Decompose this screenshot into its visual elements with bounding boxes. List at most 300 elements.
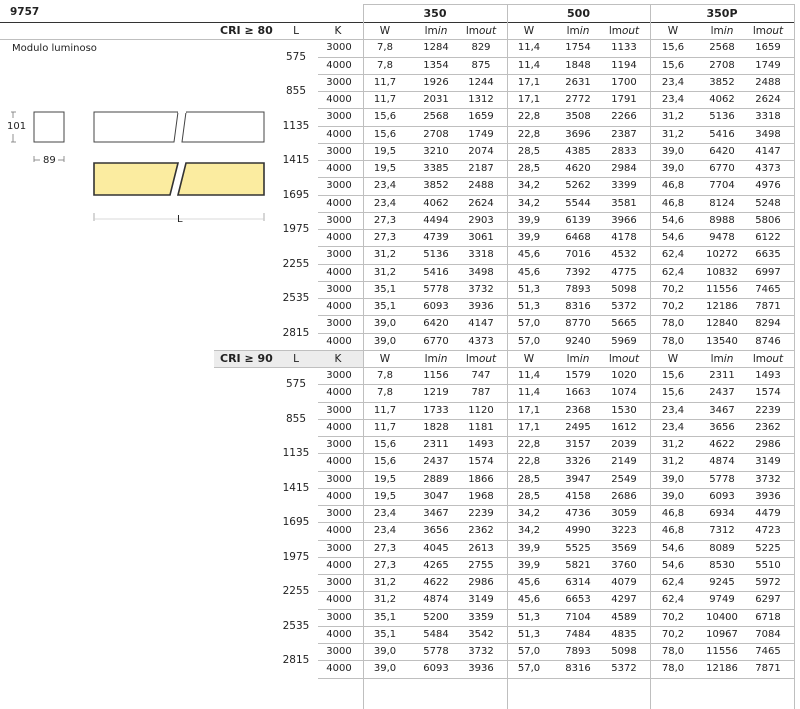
row-k: 4000 [326, 663, 352, 675]
height-label: 101 [7, 121, 27, 132]
cell-value: 3149 [468, 594, 494, 606]
cell-value: 27,3 [373, 559, 397, 571]
cell-value: 17,1 [517, 421, 541, 433]
cell-value: 1354 [423, 59, 449, 71]
cell-value: 1926 [423, 76, 449, 88]
row-k: 4000 [326, 525, 352, 537]
row-group-rule [318, 315, 794, 316]
cell-value: 22,8 [517, 111, 541, 123]
row-k: 3000 [326, 404, 352, 416]
cell-value: 23,4 [661, 94, 685, 105]
cell-value: 2708 [709, 59, 735, 71]
row-k: 4000 [326, 559, 352, 571]
row-group-rule [318, 39, 794, 40]
cell-value: 4385 [565, 145, 591, 157]
cell-value: 7016 [565, 249, 591, 261]
cell-value: 2039 [611, 439, 637, 450]
cell-value: 3467 [423, 508, 449, 519]
cell-value: 7893 [565, 646, 591, 657]
cell-value: 54,6 [661, 214, 685, 226]
col-header-lm-out [600, 353, 648, 365]
cell-value: 6997 [755, 266, 781, 278]
row-rule [318, 298, 794, 299]
cell-value: 5098 [611, 646, 637, 657]
cell-value: 1968 [468, 490, 494, 502]
cell-value: 39,9 [517, 232, 541, 243]
cell-value: 27,3 [373, 232, 397, 243]
row-group-rule [318, 367, 794, 368]
row-group-rule [318, 609, 794, 610]
cell-value: 15,6 [661, 59, 685, 71]
row-length: 2815 [282, 654, 310, 667]
cell-value: 3326 [565, 456, 591, 468]
row-k: 3000 [326, 180, 352, 192]
row-rule [318, 488, 794, 489]
group-label-350p: 350P [706, 7, 738, 20]
row-k: 3000 [326, 370, 352, 381]
cell-value: 1312 [468, 94, 494, 105]
row-group-rule [318, 643, 794, 644]
row-k: 3000 [326, 214, 352, 226]
cell-value: 6093 [709, 490, 735, 502]
col-header-w: W [523, 25, 535, 37]
row-length: 1135 [282, 447, 310, 460]
cell-value: 11,7 [373, 421, 397, 433]
row-k: 3000 [326, 42, 352, 54]
cell-value: 1284 [423, 42, 449, 54]
cell-value: 1733 [423, 404, 449, 416]
cell-value: 7392 [565, 266, 591, 278]
cell-value: 9240 [565, 335, 591, 347]
width-label: 89 [43, 155, 56, 166]
cell-value: 10400 [706, 611, 738, 623]
cell-value: 747 [471, 370, 491, 381]
row-length: 855 [285, 85, 307, 97]
row-group-rule [318, 540, 794, 541]
col-header-lm-in [700, 353, 744, 365]
cell-value: 5098 [611, 283, 637, 295]
cell-value: 4990 [565, 525, 591, 537]
col-header-lm-in [414, 25, 458, 37]
cell-value: 62,4 [661, 266, 685, 278]
row-k: 3000 [326, 577, 352, 588]
cell-value: 7084 [755, 628, 781, 640]
cell-value: 35,1 [373, 628, 397, 640]
cell-value: 78,0 [661, 646, 685, 657]
cell-value: 3936 [468, 301, 494, 312]
cell-value: 3385 [423, 163, 449, 174]
cell-value: 5778 [709, 473, 735, 485]
cell-value: 2074 [468, 145, 494, 157]
row-rule [318, 557, 794, 558]
cell-value: 1244 [468, 76, 494, 88]
cell-value: 9749 [709, 594, 735, 606]
cell-value: 2311 [709, 370, 735, 381]
cell-value: 4739 [423, 232, 449, 243]
cell-value: 1612 [611, 421, 637, 433]
cell-value: 2437 [709, 387, 735, 399]
cell-value: 11,7 [373, 76, 397, 88]
cell-value: 6934 [709, 508, 735, 519]
row-group-rule [318, 471, 794, 472]
row-k: 4000 [326, 490, 352, 502]
cell-value: 23,4 [661, 404, 685, 416]
row-k: 3000 [326, 76, 352, 88]
cell-value: 31,2 [373, 266, 397, 278]
cell-value: 5510 [755, 559, 781, 571]
cell-value: 2495 [565, 421, 591, 433]
cell-value: 45,6 [517, 249, 541, 261]
cell-value: 4373 [755, 163, 781, 174]
col-header-lm-out [600, 25, 648, 37]
cell-value: 54,6 [661, 559, 685, 571]
cell-value: 23,4 [373, 197, 397, 209]
cell-value: 12186 [706, 663, 738, 675]
cell-value: 5778 [423, 646, 449, 657]
cell-value: 51,3 [517, 628, 541, 640]
cell-value: 8530 [709, 559, 735, 571]
cell-value: 5200 [423, 611, 449, 623]
cell-value: 7465 [755, 646, 781, 657]
cell-value: 3581 [611, 197, 637, 209]
cell-value: 4147 [468, 318, 494, 330]
cell-value: 2708 [423, 128, 449, 140]
cell-value: 1020 [611, 370, 637, 381]
cell-value: 6139 [565, 214, 591, 226]
lm-prefix: lm [424, 25, 438, 37]
cell-value: 1754 [565, 42, 591, 54]
cell-value: 3508 [565, 111, 591, 123]
row-length: 2255 [282, 585, 310, 598]
cell-value: 78,0 [661, 318, 685, 330]
cell-value: 22,8 [517, 456, 541, 468]
cell-value: 19,5 [373, 145, 397, 157]
cell-value: 1493 [468, 439, 494, 450]
cell-value: 787 [471, 387, 491, 399]
cell-value: 2488 [468, 180, 494, 192]
cell-value: 5225 [755, 542, 781, 554]
cell-value: 15,6 [373, 439, 397, 450]
row-k: 3000 [326, 646, 352, 657]
section-top-rule [214, 350, 794, 351]
cell-value: 28,5 [517, 473, 541, 485]
row-length: 575 [285, 50, 307, 63]
cell-value: 4622 [423, 577, 449, 588]
row-length: 1975 [282, 223, 310, 235]
length-label: L [177, 214, 183, 225]
cell-value: 3947 [565, 473, 591, 485]
cell-value: 51,3 [517, 611, 541, 623]
row-k: 3000 [326, 611, 352, 623]
cell-value: 2362 [755, 421, 781, 433]
cell-value: 3498 [755, 128, 781, 140]
cell-value: 2686 [611, 490, 637, 502]
cell-value: 3569 [611, 542, 637, 554]
cell-value: 3157 [565, 439, 591, 450]
group-label-500: 500 [567, 7, 590, 20]
row-k: 4000 [326, 94, 352, 105]
top-rule [0, 22, 794, 23]
row-rule [318, 419, 794, 420]
cell-value: 45,6 [517, 266, 541, 278]
row-k: 3000 [326, 318, 352, 330]
cell-value: 78,0 [661, 335, 685, 347]
row-group-rule [318, 281, 794, 282]
cell-value: 1074 [611, 387, 637, 399]
cell-value: 35,1 [373, 611, 397, 623]
cell-value: 13540 [706, 335, 738, 347]
row-group-rule [318, 246, 794, 247]
col-header-l: L [293, 352, 299, 365]
row-rule [318, 384, 794, 385]
cell-value: 3399 [611, 180, 637, 192]
lm-suffix-out: out [621, 25, 640, 37]
cell-value: 829 [471, 42, 491, 54]
cell-value: 3318 [468, 249, 494, 261]
cell-value: 10272 [706, 249, 738, 261]
cell-value: 9245 [709, 577, 735, 588]
cell-value: 15,6 [373, 456, 397, 468]
group-divider [794, 4, 795, 709]
cell-value: 1493 [755, 370, 781, 381]
row-k: 4000 [326, 197, 352, 209]
cell-value: 1574 [755, 387, 781, 399]
cell-value: 4373 [468, 335, 494, 347]
cell-value: 19,5 [373, 490, 397, 502]
cell-value: 2984 [611, 163, 637, 174]
cell-value: 1219 [423, 387, 449, 399]
cell-value: 23,4 [661, 76, 685, 88]
cell-value: 3732 [468, 646, 494, 657]
cell-value: 22,8 [517, 128, 541, 140]
cell-value: 5525 [565, 542, 591, 554]
cell-value: 4723 [755, 525, 781, 537]
cell-value: 27,3 [373, 542, 397, 554]
cell-value: 78,0 [661, 663, 685, 675]
cell-value: 2549 [611, 473, 637, 485]
cell-value: 39,0 [373, 335, 397, 347]
cell-value: 3852 [709, 76, 735, 88]
lm-prefix: lm [752, 352, 766, 365]
cell-value: 23,4 [373, 180, 397, 192]
cell-value: 28,5 [517, 145, 541, 157]
cell-value: 4775 [611, 266, 637, 278]
cell-value: 3656 [423, 525, 449, 537]
cell-value: 3047 [423, 490, 449, 502]
cell-value: 39,0 [661, 473, 685, 485]
cell-value: 1848 [565, 59, 591, 71]
cell-value: 2488 [755, 76, 781, 88]
cell-value: 19,5 [373, 163, 397, 174]
row-length: 1975 [282, 550, 310, 563]
cell-value: 46,8 [661, 197, 685, 209]
cell-value: 7704 [709, 180, 735, 192]
cell-value: 46,8 [661, 525, 685, 537]
lm-prefix: lm [566, 25, 580, 37]
cell-value: 4736 [565, 508, 591, 519]
cell-value: 6093 [423, 301, 449, 312]
cell-value: 34,2 [517, 197, 541, 209]
cell-value: 2568 [423, 111, 449, 123]
row-k: 4000 [326, 128, 352, 140]
cell-value: 39,0 [373, 646, 397, 657]
row-length: 2815 [282, 326, 310, 339]
cell-value: 23,4 [373, 508, 397, 519]
cell-value: 8770 [565, 318, 591, 330]
cell-value: 70,2 [661, 301, 685, 312]
cell-value: 6770 [709, 163, 735, 174]
row-k: 4000 [326, 335, 352, 347]
cell-value: 11,7 [373, 94, 397, 105]
cell-value: 5778 [423, 283, 449, 295]
cell-value: 8089 [709, 542, 735, 554]
lm-prefix: lm [710, 352, 724, 365]
cell-value: 12186 [706, 301, 738, 312]
cell-value: 4589 [611, 611, 637, 623]
cell-value: 4874 [423, 594, 449, 606]
row-length: 855 [285, 412, 307, 425]
cell-value: 6420 [423, 318, 449, 330]
section-bottom-rule [318, 678, 794, 679]
col-header-w: W [379, 25, 391, 37]
cell-value: 2187 [468, 163, 494, 174]
cell-value: 3318 [755, 111, 781, 123]
cell-value: 2755 [468, 559, 494, 571]
cell-value: 11,4 [517, 387, 541, 399]
row-length: 1415 [282, 481, 310, 494]
row-group-rule [318, 74, 794, 75]
lm-suffix-in: in [723, 25, 734, 37]
cell-value: 3059 [611, 508, 637, 519]
cell-value: 2903 [468, 214, 494, 226]
cell-value: 6770 [423, 335, 449, 347]
cell-value: 70,2 [661, 283, 685, 295]
cell-value: 31,2 [661, 439, 685, 450]
cell-value: 3696 [565, 128, 591, 140]
cell-value: 2833 [611, 145, 637, 157]
cell-value: 11556 [706, 646, 738, 657]
col-header-lm-out [744, 25, 792, 37]
cell-value: 7,8 [377, 59, 393, 71]
cell-value: 22,8 [517, 439, 541, 450]
cell-value: 1530 [611, 404, 637, 416]
lm-suffix-out: out [478, 352, 497, 365]
cell-value: 4622 [709, 439, 735, 450]
cell-value: 1749 [468, 128, 494, 140]
col-header-w: W [379, 352, 391, 365]
cell-value: 8316 [565, 301, 591, 312]
col-header-lm-in [700, 25, 744, 37]
cell-value: 27,3 [373, 214, 397, 226]
cell-value: 2362 [468, 525, 494, 537]
cell-value: 6635 [755, 249, 781, 261]
row-length: 2255 [282, 257, 310, 270]
col-header-lm-out [457, 25, 505, 37]
cell-value: 2986 [755, 439, 781, 450]
row-k: 3000 [326, 439, 352, 450]
row-k: 3000 [326, 508, 352, 519]
row-length: 1135 [282, 119, 310, 132]
cell-value: 5248 [755, 197, 781, 209]
cell-value: 31,2 [373, 577, 397, 588]
cell-value: 5416 [423, 266, 449, 278]
cell-value: 15,6 [661, 370, 685, 381]
col-header-lm-out [457, 353, 505, 365]
cell-value: 9478 [709, 232, 735, 243]
row-k: 4000 [326, 456, 352, 468]
row-k: 3000 [326, 283, 352, 295]
cell-value: 23,4 [373, 525, 397, 537]
cell-value: 4620 [565, 163, 591, 174]
cell-value: 2368 [565, 404, 591, 416]
row-length: 2535 [282, 619, 310, 632]
cell-value: 4835 [611, 628, 637, 640]
row-k: 3000 [326, 249, 352, 261]
row-length: 1695 [282, 188, 310, 201]
cell-value: 8988 [709, 214, 735, 226]
cell-value: 2266 [611, 111, 637, 123]
cell-value: 2631 [565, 76, 591, 88]
col-header-lm-in [556, 25, 600, 37]
cell-value: 2311 [423, 439, 449, 450]
row-rule [318, 591, 794, 592]
row-group-rule [318, 505, 794, 506]
cell-value: 39,0 [661, 145, 685, 157]
cell-value: 45,6 [517, 577, 541, 588]
row-rule [318, 126, 794, 127]
row-k: 3000 [326, 145, 352, 157]
cell-value: 6420 [709, 145, 735, 157]
cell-value: 6718 [755, 611, 781, 623]
row-k: 4000 [326, 163, 352, 174]
lm-suffix-out: out [478, 25, 497, 37]
cell-value: 46,8 [661, 508, 685, 519]
cell-value: 5136 [709, 111, 735, 123]
cell-value: 4147 [755, 145, 781, 157]
cri-label: CRI ≥ 90 [220, 351, 273, 365]
product-drawing [0, 95, 280, 235]
cell-value: 11,7 [373, 404, 397, 416]
row-rule [318, 160, 794, 161]
cell-value: 39,0 [373, 318, 397, 330]
cell-value: 70,2 [661, 611, 685, 623]
cell-value: 1749 [755, 59, 781, 71]
lm-suffix-out: out [765, 25, 784, 37]
row-rule [318, 264, 794, 265]
cell-value: 39,9 [517, 559, 541, 571]
cell-value: 3936 [468, 663, 494, 675]
cell-value: 54,6 [661, 232, 685, 243]
col-header-k: K [334, 25, 342, 37]
row-k: 4000 [326, 301, 352, 312]
row-rule [318, 333, 794, 334]
lm-suffix-in: in [579, 352, 590, 365]
cell-value: 5372 [611, 663, 637, 675]
cell-value: 7484 [565, 628, 591, 640]
row-k: 4000 [326, 266, 352, 278]
cell-value: 1866 [468, 473, 494, 485]
row-group-rule [318, 402, 794, 403]
lm-suffix-in: in [437, 25, 448, 37]
row-group-rule [318, 436, 794, 437]
row-length: 575 [285, 378, 307, 391]
row-rule [318, 57, 794, 58]
cell-value: 70,2 [661, 628, 685, 640]
cell-value: 15,6 [373, 111, 397, 123]
cell-value: 1828 [423, 421, 449, 433]
cell-value: 8746 [755, 335, 781, 347]
cell-value: 4479 [755, 508, 781, 519]
